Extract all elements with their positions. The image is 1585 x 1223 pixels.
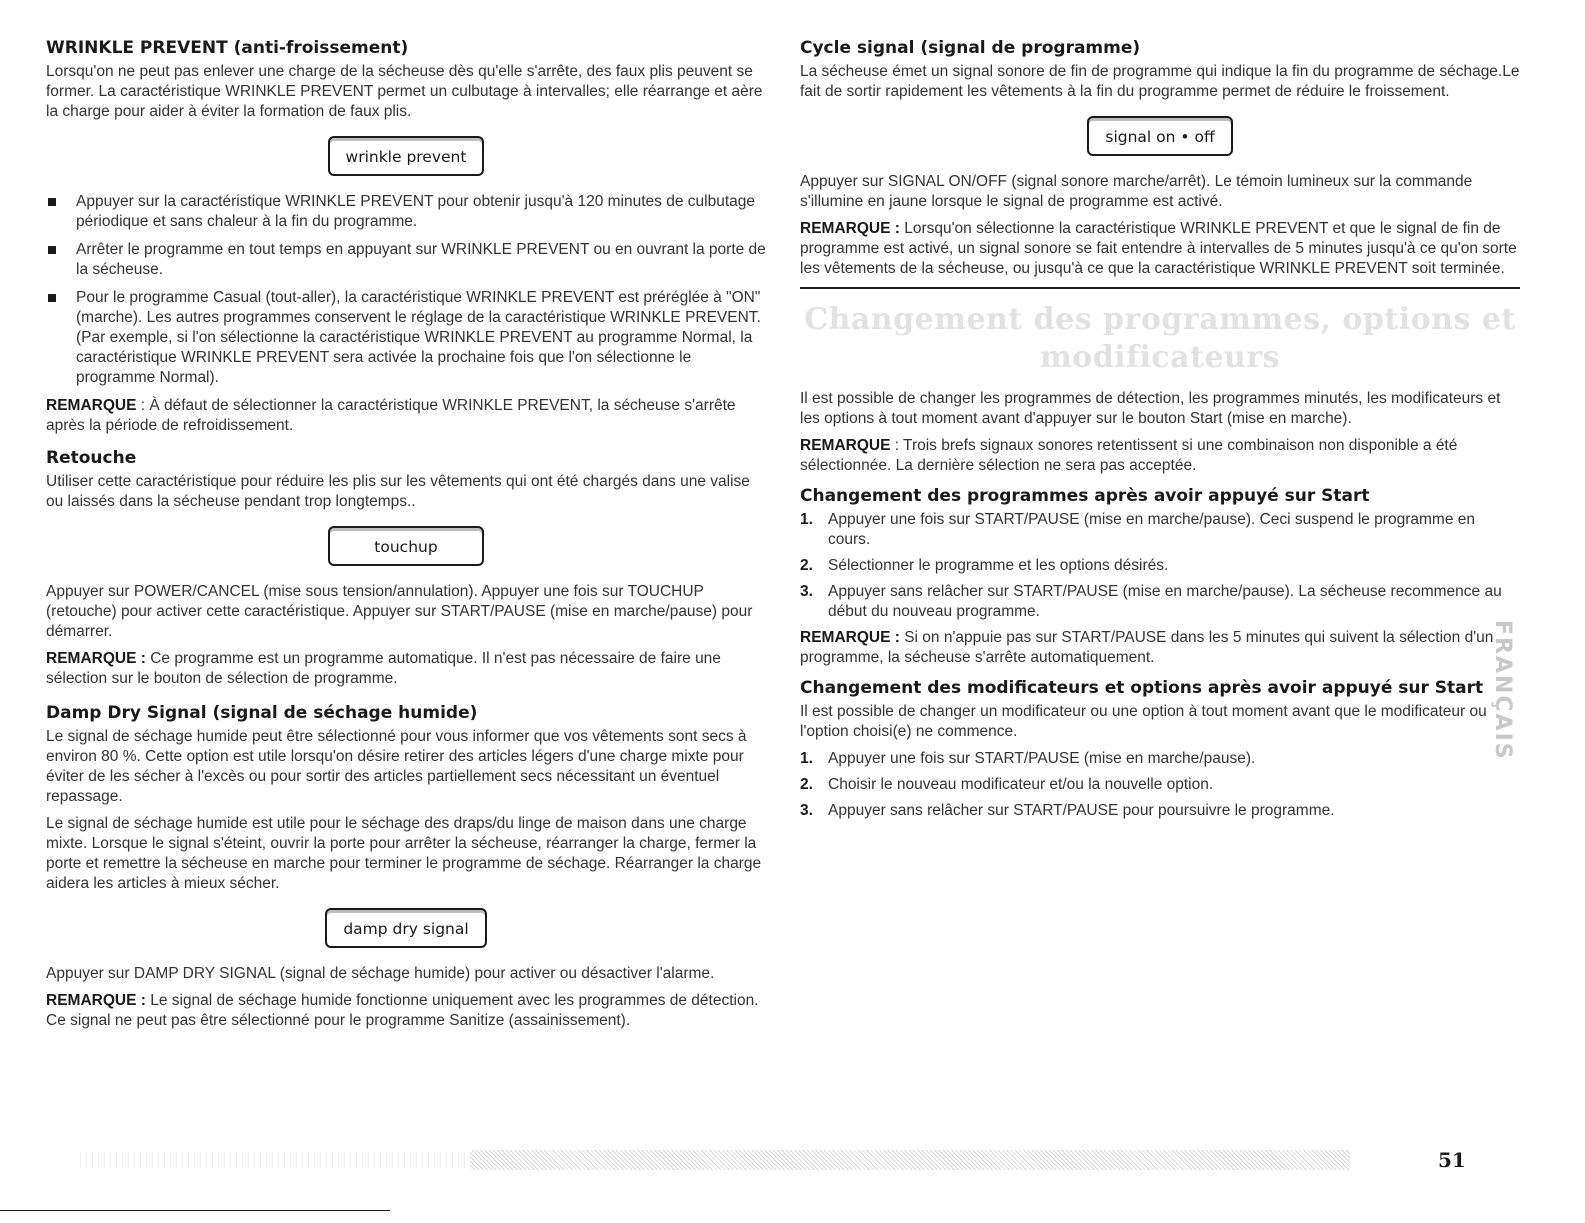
changement-intro: Il est possible de changer les programmes de détection, les programmes minutés, les modificateurs et les options à tout moment avant d'appuyer sur le bouton Start (mise en marche). [800, 390, 1501, 427]
heading-after-start: Changement des programmes après avoir appuyé sur Start [800, 486, 1370, 506]
bottom-rule [0, 1210, 390, 1211]
changement-title: Changement des programmes, options et modificateurs [804, 302, 1516, 375]
list-item: 1. Appuyer une fois sur START/PAUSE (mise en marche/pause). [800, 750, 1256, 767]
modifiers-intro: Il est possible de changer un modificateur ou une option à tout moment avant que le modificateur ou l'option choisi(e) ne commence. [800, 703, 1487, 740]
heading-wrinkle-prevent: WRINKLE PREVENT (anti-froissement) [46, 38, 409, 58]
retouche-note: REMARQUE : Ce programme est un programme automatique. Il n'est pas nécessaire de faire une sélection sur le bouton de sélection de programme. [46, 650, 721, 687]
section-divider [800, 287, 1520, 289]
wrinkle-prevent-button-illustration: wrinkle prevent [328, 136, 485, 176]
damp-p2: Le signal de séchage humide est utile pour le séchage des draps/du linge de maison dans une charge mixte. Lorsque le signal s'éteint, ouvrir la porte pour arrêter la sécheuse, réarranger la charge, fermer la porte et remettre la sécheuse en marche pour terminer le programme de séchage. Réarranger la charge aidera les articles à mieux sécher. [46, 815, 762, 892]
bullet-square-icon [48, 294, 56, 302]
section-after-start [800, 486, 1520, 668]
cycle-note: REMARQUE : Lorsqu'on sélectionne la caractéristique WRINKLE PREVENT et que le signal de fin de programme est activé, un signal sonore se fait entendre à intervalles de 5 minutes jusqu'à ce qu'on sorte les vêtements de la sécheuse, ou jusqu'à ce que la caractéristique WRINKLE PREVENT soit terminée. [800, 220, 1517, 277]
section-damp-dry-signal [46, 703, 766, 1031]
list-item: Appuyer sur la caractéristique WRINKLE PREVENT pour obtenir jusqu'à 120 minutes de culbutage périodique et sans chaleur à la fin du programme. [46, 192, 766, 232]
list-item: 2. Sélectionner le programme et les options désirés. [800, 557, 1169, 574]
damp-p1: Le signal de séchage humide peut être sélectionné pour vous informer que vos vêtements sont secs à environ 80 %. Cette option est utile lorsqu'on désire retirer des articles légers d'une charge mixte pour éviter de les sécher à l'excès ou pour sortir des articles partiellement secs nécessitant un éventuel repassage. [46, 728, 747, 805]
footer-hatched-band [470, 1150, 1350, 1170]
cycle-intro: La sécheuse émet un signal sonore de fin de programme qui indique la fin du programme de séchage.Le fait de sortir rapidement les vêtements à la fin du programme permet de réduire le froissement. [800, 63, 1520, 100]
list-item: 1. Appuyer une fois sur START/PAUSE (mise en marche/pause). Ceci suspend le programme en cours. [800, 511, 1475, 548]
modifiers-steps [800, 749, 1520, 821]
section-modifiers [800, 678, 1520, 821]
retouche-intro: Utiliser cette caractéristique pour réduire les plis sur les vêtements qui ont été chargés dans une valise ou laissés dans la sécheuse pendant trop longtemps.. [46, 473, 750, 510]
touchup-button-illustration: touchup [328, 526, 484, 566]
section-cycle-signal [800, 38, 1520, 279]
section-changement [800, 301, 1520, 476]
right-column [800, 38, 1520, 827]
bullet-square-icon [48, 246, 56, 254]
damp-note: REMARQUE : Le signal de séchage humide fonctionne uniquement avec les programmes de détection. Ce signal ne peut pas être sélectionné pour le programme Sanitize (assainissement). [46, 992, 759, 1029]
wrinkle-bullets [46, 192, 766, 388]
damp-dry-signal-button-illustration: damp dry signal [325, 908, 486, 948]
heading-cycle-signal: Cycle signal (signal de programme) [800, 38, 1141, 58]
bullet-square-icon [48, 198, 56, 206]
wrinkle-note: REMARQUE : À défaut de sélectionner la caractéristique WRINKLE PREVENT, la sécheuse s'arrête après la période de refroidissement. [46, 397, 736, 434]
left-column [46, 38, 766, 1038]
heading-retouche: Retouche [46, 448, 137, 468]
list-item: Pour le programme Casual (tout-aller), la caractéristique WRINKLE PREVENT est préréglée à "ON" (marche). Les autres programmes conservent le réglage de la caractéristique WRINKLE PREVENT. (Par exemple, si l'on sélectionne la caractéristique WRINKLE PREVENT au programme Normal, la caractéristique WRINKLE PREVENT sera activée la prochaine fois que l'on sélectionne le programme Normal). [46, 288, 766, 388]
damp-body: Appuyer sur DAMP DRY SIGNAL (signal de séchage humide) pour activer ou désactiver l'alarme. [46, 965, 715, 982]
retouche-body: Appuyer sur POWER/CANCEL (mise sous tension/annulation). Appuyer une fois sur TOUCHUP (retouche) pour activer cette caractéristique. Appuyer sur START/PAUSE (mise en marche/pause) pour démarrer. [46, 583, 753, 640]
cycle-body: Appuyer sur SIGNAL ON/OFF (signal sonore marche/arrêt). Le témoin lumineux sur la commande s'illumine en jaune lorsque le signal de programme est activé. [800, 173, 1473, 210]
heading-modifiers: Changement des modificateurs et options après avoir appuyé sur Start [800, 678, 1484, 698]
language-side-tab: FRANÇAIS [1490, 620, 1515, 761]
changement-note: REMARQUE : Trois brefs signaux sonores retentissent si une combinaison non disponible a été sélectionnée. La dernière sélection ne sera pas acceptée. [800, 437, 1458, 474]
section-retouche [46, 448, 766, 689]
list-item: 2. Choisir le nouveau modificateur et/ou la nouvelle option. [800, 776, 1214, 793]
footer-dotted-band [80, 1152, 470, 1168]
page-number: 51 [1438, 1148, 1466, 1172]
list-item: 3. Appuyer sans relâcher sur START/PAUSE (mise en marche/pause). La sécheuse recommence au début du nouveau programme. [800, 583, 1502, 620]
heading-damp-dry: Damp Dry Signal (signal de séchage humide) [46, 703, 478, 723]
signal-on-off-button-illustration: signal on • off [1087, 116, 1233, 156]
list-item: 3. Appuyer sans relâcher sur START/PAUSE pour poursuivre le programme. [800, 802, 1335, 819]
section-wrinkle-prevent [46, 38, 766, 436]
wrinkle-intro: Lorsqu'on ne peut pas enlever une charge de la sécheuse dès qu'elle s'arrête, des faux plis peuvent se former. La caractéristique WRINKLE PREVENT permet un culbutage à intervalles; elle réarrange et aère la charge pour aider à éviter la formation de faux plis. [46, 63, 763, 120]
list-item: Arrêter le programme en tout temps en appuyant sur WRINKLE PREVENT ou en ouvrant la porte de la sécheuse. [46, 240, 766, 280]
after-start-steps [800, 510, 1520, 622]
after-start-note: REMARQUE : Si on n'appuie pas sur START/PAUSE dans les 5 minutes qui suivent la sélection d'un programme, la sécheuse s'arrête automatiquement. [800, 629, 1494, 666]
